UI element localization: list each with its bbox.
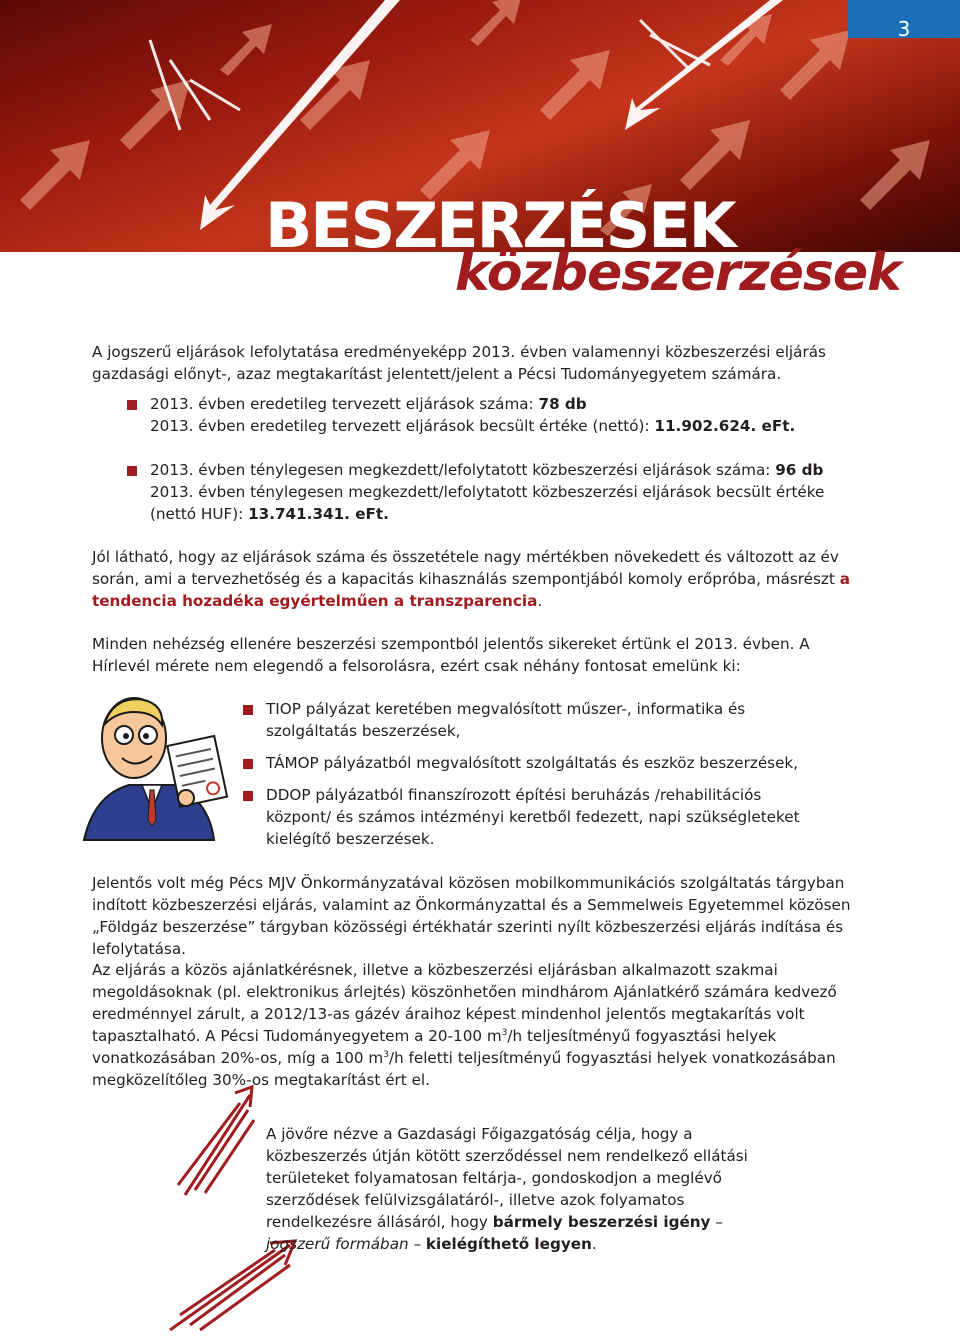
closing-paragraph: A jövőre nézve a Gazdasági Főigazgatóság célja, hogy a közbeszerzés útján kötött szerződéssel nem rendelkező ellátási területeket folyamatosan feltárja-, gondoskodjon a meglévő szerződések felülvizsgálatáról-, illetve azok folyamatos rendelkezésre állásáról, hogy bármely beszerzési igény – jogszerű formában – kielégíthető legyen. — [266, 1125, 748, 1253]
bullet-square-icon — [127, 466, 137, 476]
stat-1-line-2: 2013. évben eredetileg tervezett eljárások becsült értéke (nettó): 11.902.624. eFt. — [150, 417, 796, 435]
cartoon-man-with-document-icon — [74, 690, 234, 850]
page-title: BESZERZÉSEK — [265, 189, 735, 262]
paragraph-gas-procurement: Jelentős volt még Pécs MJV Önkormányzatával közösen mobilkommunikációs szolgáltatás tárgyban indított közbeszerzési eljárás, valamint az Önkormányzattal és a Semmelweis Egyetemmel közösen „Földgáz beszerzése” tárgyban közösségi értékhatár szerinti nyílt közbeszerzési eljárás indítása és lefolytatása. — [92, 874, 851, 958]
bullet-square-icon — [127, 400, 137, 410]
page-subtitle: közbeszerzések — [455, 243, 901, 303]
highlight-text: a tendencia hozadéka egyértelműen a transzparencia — [92, 570, 850, 610]
bullet-square-icon — [243, 705, 253, 715]
bullet-square-icon — [243, 759, 253, 769]
stat-1-line-1: 2013. évben eredetileg tervezett eljárások száma: 78 db — [150, 395, 587, 413]
paragraph-analysis: Jól látható, hogy az eljárások száma és összetétele nagy mértékben növekedett és változott az év során, ami a tervezhetőség és a kapacitás kihasználás szempontjából komoly erőpróba, másrészt a tendencia hozadéka egyértelműen a transzparencia. — [92, 548, 850, 610]
stat-2-line-3: (nettó HUF): 13.741.341. eFt. — [150, 505, 389, 523]
paragraph-savings: Az eljárás a közös ajánlatkérésnek, illetve a közbeszerzési eljárásban alkalmazott szakmai megoldásoknak (pl. elektronikus árlejtés) köszönhetően mindhárom Ajánlatkérő számára kedvező eredménnyel zárult, a 2012/13-as gázév áraihoz képest mindenhol jelentős megtakarítás volt tapasztalható. A Pécsi Tudományegyetem a 20-100 $m^3/h$ teljesítményű fogyasztási helyek vonatkozásában 20%-os, míg a 100 $m^3/h$ feletti teljesítményű fogyasztási helyek vonatkozásában megközelítőleg 30%-os megtakarítást ért el. — [92, 961, 837, 1089]
list-item-tiop: TIOP pályázat keretében megvalósított műszer-, informatika és szolgáltatás beszerzések, — [266, 700, 746, 740]
intro-paragraph: A jogszerű eljárások lefolytatása eredményeképp 2013. évben valamennyi közbeszerzési eljárás gazdasági előnyt-, azaz megtakarítást jelentett/jelent a Pécsi Tudományegyetem számára. — [92, 343, 826, 383]
paragraph-successes: Minden nehézség ellenére beszerzési szempontból jelentős sikereket értünk el 2013. évben. A Hírlevél mérete nem elegendő a felsorolásra, ezért csak néhány fontosat emelünk ki: — [92, 635, 810, 675]
bullet-square-icon — [243, 791, 253, 801]
stat-2-line-1: 2013. évben ténylegesen megkezdett/lefolytatott közbeszerzési eljárások száma: 96 db — [150, 461, 824, 479]
list-item-ddop: DDOP pályázatból finanszírozott építési beruházás /rehabilitációs központ/ és számos intézményi keretből fedezett, napi szükségleteket kielégítő beszerzések. — [266, 786, 800, 848]
stat-2-line-2: 2013. évben ténylegesen megkezdett/lefolytatott közbeszerzési eljárások becsült értéke — [150, 483, 825, 501]
list-item-tamop: TÁMOP pályázatból megvalósított szolgáltatás és eszköz beszerzések, — [266, 754, 799, 772]
page-number: 3 — [848, 0, 960, 38]
